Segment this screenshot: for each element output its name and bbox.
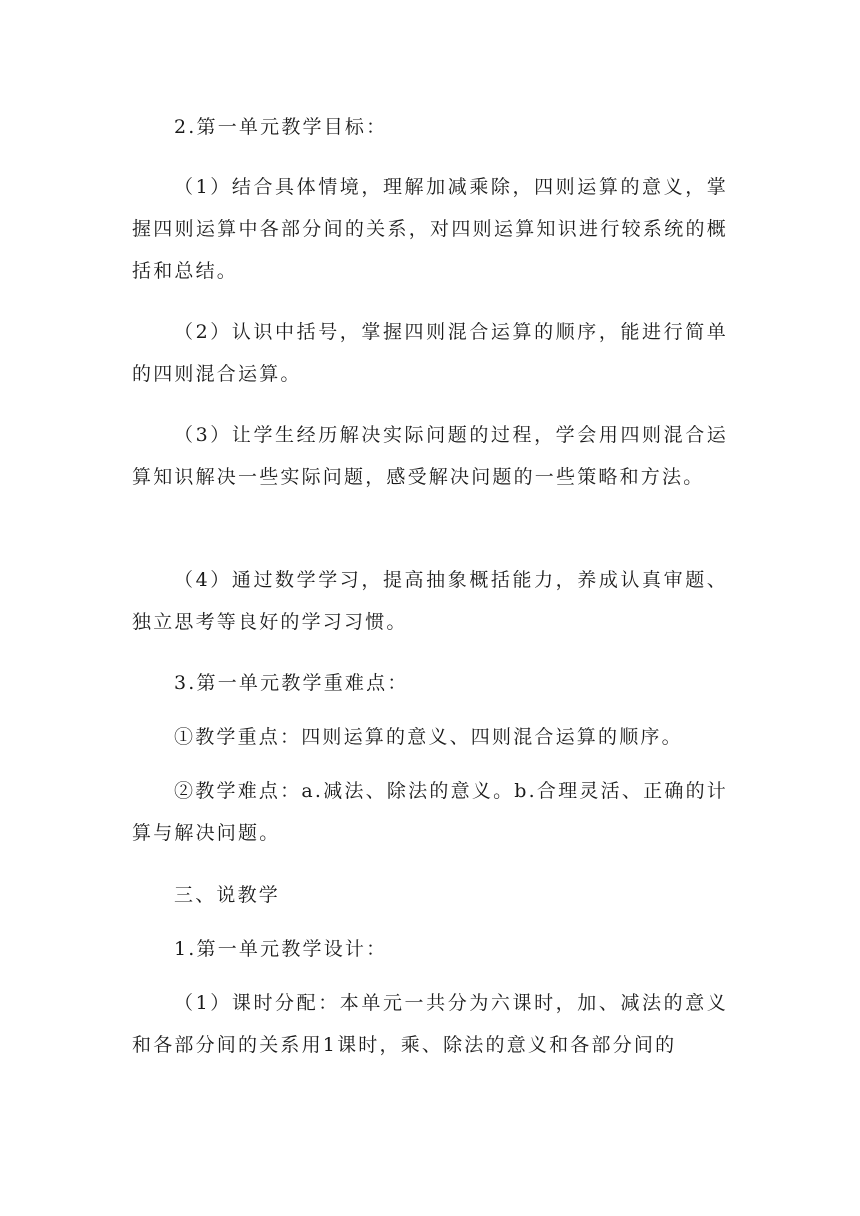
key-point: ①教学重点：四则运算的意义、四则混合运算的顺序。 [174, 726, 683, 748]
heading-unit-one-goals: 2.第一单元教学目标： [174, 116, 388, 138]
heading-key-difficult-points: 3.第一单元教学重难点： [174, 672, 409, 694]
goal-item-3: （3）让学生经历解决实际问题的过程，学会用四则混合运算知识解决一些实际问题，感受解决问题的一些策略和方法。 [132, 424, 728, 488]
goal-item-4: （4）通过数学学习，提高抽象概括能力，养成认真审题、独立思考等良好的学习习惯。 [132, 569, 728, 633]
goal-item-1: （1）结合具体情境，理解加减乘除，四则运算的意义，掌握四则运算中各部分间的关系，对四则运算知识进行较系统的概括和总结。 [132, 176, 728, 282]
design-item-1: （1）课时分配：本单元一共分为六课时，加、减法的意义和各部分间的关系用1课时，乘、除法的意义和各部分间的 [132, 992, 728, 1056]
heading-teaching-design: 1.第一单元教学设计： [174, 938, 388, 960]
goal-item-2: （2）认识中括号，掌握四则混合运算的顺序，能进行简单的四则混合运算。 [132, 321, 728, 385]
difficult-point: ②教学难点：a.减法、除法的意义。b.合理灵活、正确的计算与解决问题。 [132, 780, 728, 844]
section-heading-teaching: 三、说教学 [174, 884, 281, 906]
